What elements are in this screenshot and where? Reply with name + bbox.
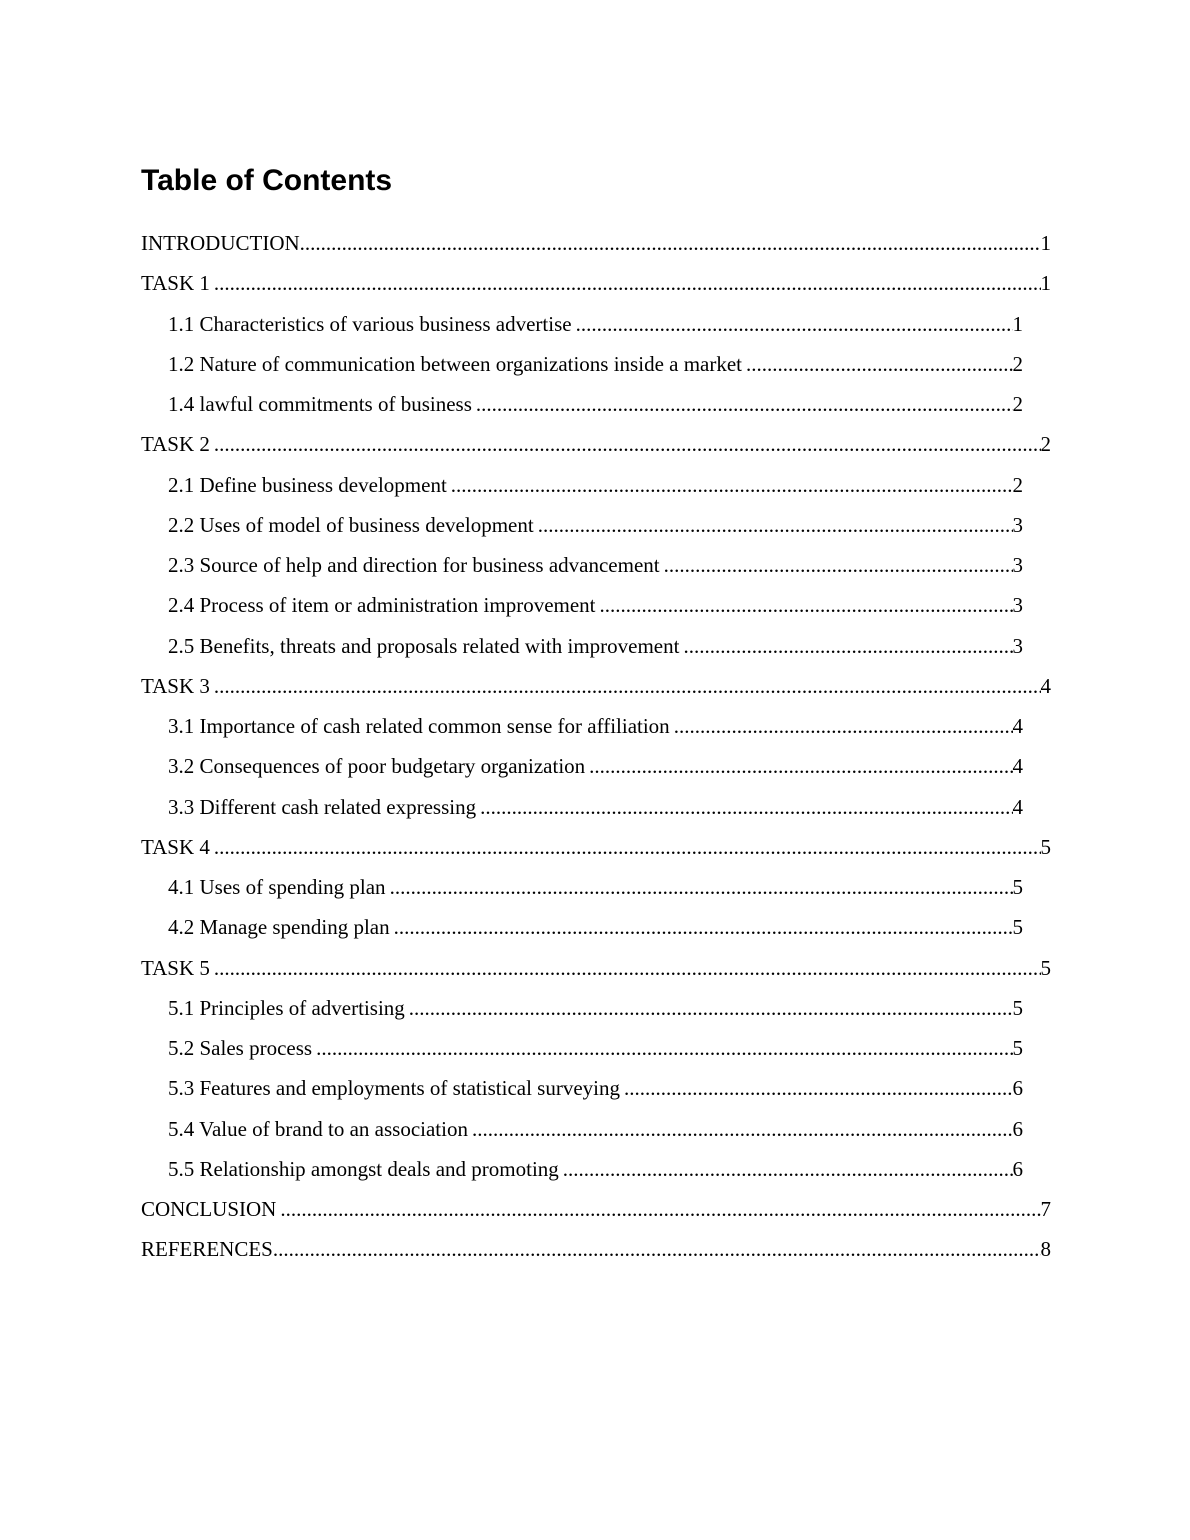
- toc-page-number: 6: [1012, 1116, 1023, 1141]
- toc-entry-subheading[interactable]: [141, 346, 1051, 386]
- toc-dot-leader: [273, 1231, 1041, 1267]
- toc-entry-heading[interactable]: [141, 225, 1051, 265]
- toc-entry-text: 3.3 Different cash related expressing: [168, 794, 477, 819]
- toc-dot-leader: [451, 467, 1013, 503]
- toc-page-number: 5: [1040, 834, 1051, 859]
- toc-dot-leader: [390, 869, 1013, 905]
- toc-dot-leader: [214, 829, 1041, 865]
- toc-entry-subheading[interactable]: [141, 467, 1051, 507]
- toc-entry-subheading[interactable]: [141, 386, 1051, 426]
- toc-page-number: 4: [1012, 754, 1023, 779]
- toc-entry-text: TASK 1: [141, 271, 210, 296]
- toc-entry-subheading[interactable]: [141, 628, 1051, 668]
- toc-entry-text: 4.2 Manage spending plan: [168, 915, 390, 940]
- toc-entry-text: 3.2 Consequences of poor budgetary organization: [168, 754, 586, 779]
- toc-entry-text: 5.4 Value of brand to an association: [168, 1116, 468, 1141]
- toc-page-number: 3: [1012, 512, 1023, 537]
- toc-entry-subheading[interactable]: [141, 909, 1051, 949]
- toc-page-number: 1: [1040, 231, 1051, 255]
- toc-page-number: 2: [1012, 351, 1023, 376]
- toc-entry-text: 2.2 Uses of model of business development: [168, 512, 534, 537]
- toc-entry-text: 2.5 Benefits, threats and proposals related with improvement: [168, 633, 680, 658]
- toc-entry-heading[interactable]: [141, 426, 1051, 466]
- toc-dot-leader: [394, 909, 1013, 945]
- toc-page-number: 1: [1012, 311, 1023, 336]
- toc-dot-leader: [576, 306, 1013, 342]
- toc-dot-leader: [214, 265, 1041, 301]
- toc-entry-heading[interactable]: [141, 1231, 1051, 1271]
- toc-entry-text: INTRODUCTION: [141, 231, 300, 255]
- toc-dot-leader: [600, 587, 1013, 623]
- toc-entry-text: 5.5 Relationship amongst deals and promoting: [168, 1156, 559, 1181]
- toc-page-number: 6: [1012, 1076, 1023, 1101]
- toc-page-number: 5: [1012, 995, 1023, 1020]
- toc-entry-subheading[interactable]: [141, 1030, 1051, 1070]
- toc-entry-subheading[interactable]: [141, 306, 1051, 346]
- toc-dot-leader: [409, 990, 1013, 1026]
- toc-page-number: 2: [1012, 472, 1023, 497]
- toc-dot-leader: [683, 628, 1012, 664]
- toc-dot-leader: [664, 547, 1013, 583]
- toc-page-number: 3: [1012, 553, 1023, 577]
- toc-page-number: 5: [1012, 915, 1023, 940]
- toc-dot-leader: [280, 1191, 1040, 1227]
- toc-entry-text: 1.2 Nature of communication between organizations inside a market: [168, 351, 743, 376]
- toc-page-number: 8: [1040, 1237, 1051, 1262]
- toc-dot-leader: [316, 1030, 1012, 1066]
- toc-entry-text: 1.4 lawful commitments of business: [168, 392, 472, 416]
- toc-entry-subheading[interactable]: [141, 1151, 1051, 1191]
- toc-entry-subheading[interactable]: [141, 708, 1051, 748]
- toc-entry-text: TASK 5: [141, 955, 210, 980]
- toc-dot-leader: [746, 346, 1012, 382]
- toc-page-number: 6: [1012, 1156, 1023, 1181]
- toc-dot-leader: [563, 1151, 1013, 1187]
- toc-page-number: 4: [1040, 673, 1051, 698]
- toc-dot-leader: [480, 789, 1012, 825]
- toc-page-number: 2: [1040, 432, 1051, 457]
- toc-dot-leader: [214, 668, 1041, 704]
- toc-entry-heading[interactable]: [141, 1191, 1051, 1231]
- toc-dot-leader: [589, 748, 1012, 784]
- toc-entry-heading[interactable]: [141, 668, 1051, 708]
- toc-dot-leader: [538, 507, 1013, 543]
- toc-entry-text: 5.3 Features and employments of statistical surveying: [168, 1076, 620, 1101]
- toc-entry-subheading[interactable]: [141, 748, 1051, 788]
- toc-page-number: 2: [1012, 392, 1023, 416]
- toc-entry-text: 2.4 Process of item or administration improvement: [168, 593, 596, 618]
- toc-entry-text: CONCLUSION: [141, 1197, 277, 1221]
- toc-entry-text: TASK 2: [141, 432, 210, 457]
- toc-page-number: 3: [1012, 633, 1023, 658]
- toc-page-number: 5: [1040, 955, 1051, 980]
- toc-entry-subheading[interactable]: [141, 1070, 1051, 1110]
- toc-entry-heading[interactable]: [141, 950, 1051, 990]
- toc-entry-text: 3.1 Importance of cash related common sense for affiliation: [168, 714, 670, 738]
- toc-entry-subheading[interactable]: [141, 587, 1051, 627]
- toc-entry-subheading[interactable]: [141, 1111, 1051, 1151]
- toc-entry-text: TASK 3: [141, 673, 210, 698]
- toc-entry-text: 1.1 Characteristics of various business advertise: [168, 311, 572, 336]
- toc-page-number: 4: [1012, 794, 1023, 819]
- toc-entry-text: 5.2 Sales process: [168, 1036, 313, 1060]
- toc-page-number: 4: [1012, 714, 1023, 738]
- toc-entry-heading[interactable]: [141, 265, 1051, 305]
- toc-entry-subheading[interactable]: [141, 789, 1051, 829]
- toc-entry-text: REFERENCES: [141, 1237, 273, 1262]
- toc-list: [141, 225, 1051, 1272]
- toc-entry-text: 5.1 Principles of advertising: [168, 995, 405, 1020]
- toc-entry-subheading[interactable]: [141, 507, 1051, 547]
- toc-entry-subheading[interactable]: [141, 547, 1051, 587]
- toc-dot-leader: [214, 950, 1041, 986]
- toc-entry-subheading[interactable]: [141, 990, 1051, 1030]
- toc-title: Table of Contents: [141, 164, 393, 197]
- toc-page-number: 5: [1012, 875, 1023, 899]
- toc-entry-text: TASK 4: [141, 834, 210, 859]
- toc-dot-leader: [300, 225, 1041, 261]
- toc-page-number: 7: [1040, 1197, 1051, 1221]
- toc-dot-leader: [214, 426, 1041, 462]
- toc-dot-leader: [472, 1111, 1013, 1147]
- toc-page-number: 1: [1040, 271, 1051, 296]
- toc-dot-leader: [476, 386, 1013, 422]
- toc-page-number: 5: [1012, 1036, 1023, 1060]
- toc-entry-text: 4.1 Uses of spending plan: [168, 875, 386, 899]
- toc-dot-leader: [674, 708, 1013, 744]
- toc-entry-subheading[interactable]: [141, 869, 1051, 909]
- toc-entry-text: 2.3 Source of help and direction for business advancement: [168, 553, 660, 577]
- toc-dot-leader: [624, 1070, 1013, 1106]
- toc-page-number: 3: [1012, 593, 1023, 618]
- toc-entry-text: 2.1 Define business development: [168, 472, 447, 497]
- toc-entry-heading[interactable]: [141, 829, 1051, 869]
